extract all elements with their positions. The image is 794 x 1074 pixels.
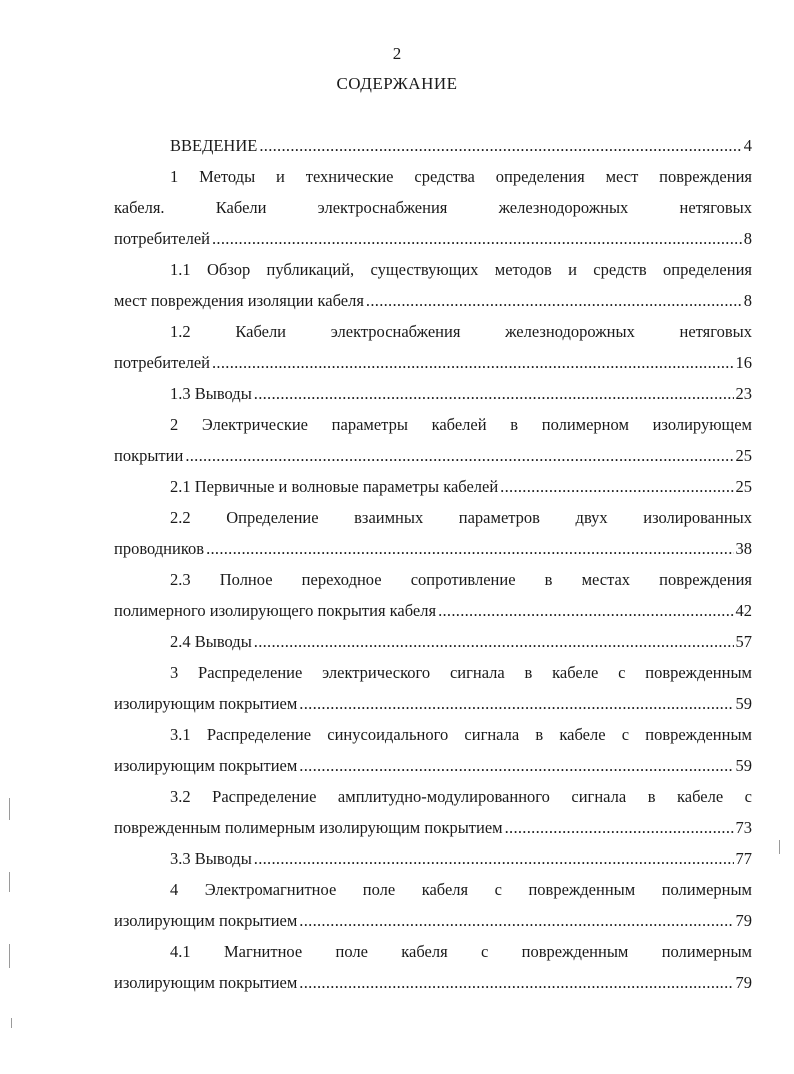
toc-entry-2-1[interactable] [114,471,752,502]
toc-entry-2-2-line-2[interactable] [114,533,752,564]
toc-entry-4-1-line-1[interactable]: 4.1 Магнитное поле кабеля с поврежденным полимерным [170,942,752,961]
toc-entry-title: поврежденным полимерным изолирующим покрытием [114,818,503,837]
toc-entry-2-3-line-1[interactable]: 2.3 Полное переходное сопротивление в местах повреждения [170,570,752,589]
toc-leader-dots [299,750,733,781]
toc-leader-dots [254,843,734,874]
toc-entry-title: изолирующим покрытием [114,694,298,713]
toc-entry-title: мест повреждения изоляции кабеля [114,291,364,310]
toc-entry-title: потребителей [114,229,210,248]
toc-entry-page: 25 [735,446,752,465]
toc-entry-1-1-line-2[interactable] [114,285,752,316]
toc-entry-introduction[interactable] [114,130,752,161]
table-of-contents [114,130,752,998]
toc-leader-dots [212,223,742,254]
toc-entry-4-1-line-2[interactable] [114,967,752,998]
toc-entry-1-3[interactable] [114,378,752,409]
toc-entry-3-1-line-2[interactable] [114,750,752,781]
toc-entry-title: потребителей [114,353,210,372]
toc-leader-dots [299,967,733,998]
toc-entry-title: изолирующим покрытием [114,911,298,930]
toc-entry-chapter-3-line-1[interactable]: 3 Распределение электрического сигнала в кабеле с поврежденным [170,663,752,682]
page-number: 2 [392,44,402,63]
toc-leader-dots [259,130,741,161]
toc-leader-dots [254,626,734,657]
toc-leader-dots [212,347,734,378]
toc-entry-page: 77 [735,849,752,868]
scan-artifact [779,840,780,854]
toc-entry-title: изолирующим покрытием [114,973,298,992]
toc-entry-title: полимерного изолирующего покрытия кабеля [114,601,437,620]
toc-entry-title: 1.3 Выводы [170,384,252,403]
toc-entry-1-1-line-1[interactable]: 1.1 Обзор публикаций, существующих методов и средств определения [170,260,752,279]
toc-entry-title: ВВЕДЕНИЕ [170,136,258,155]
toc-entry-chapter-2-line-1[interactable]: 2 Электрические параметры кабелей в полимерном изолирующем [170,415,752,434]
toc-entry-3-3[interactable] [114,843,752,874]
toc-leader-dots [185,440,733,471]
toc-entry-page: 59 [735,694,752,713]
toc-entry-page: 73 [735,818,752,837]
toc-leader-dots [505,812,734,843]
toc-entry-page: 59 [735,756,752,775]
toc-entry-3-1-line-1[interactable]: 3.1 Распределение синусоидального сигнала в кабеле с поврежденным [170,725,752,744]
toc-entry-page: 42 [735,601,752,620]
toc-entry-chapter-4-line-1[interactable]: 4 Электромагнитное поле кабеля с поврежденным полимерным [170,880,752,899]
toc-entry-page: 57 [735,632,752,651]
toc-entry-3-2-line-1[interactable]: 3.2 Распределение амплитудно-модулированного сигнала в кабеле с [170,787,752,806]
toc-entry-3-2-line-2[interactable] [114,812,752,843]
toc-leader-dots [366,285,742,316]
toc-entry-2-3-line-2[interactable] [114,595,752,626]
toc-leader-dots [299,905,733,936]
toc-entry-chapter-4-line-2[interactable] [114,905,752,936]
toc-entry-2-4[interactable] [114,626,752,657]
toc-entry-chapter-2-line-2[interactable] [114,440,752,471]
scan-artifact [9,872,10,892]
toc-leader-dots [438,595,733,626]
toc-entry-title: 3.3 Выводы [170,849,252,868]
page-title: СОДЕРЖАНИЕ [336,74,458,93]
scan-artifact [11,1018,12,1028]
toc-entry-title: изолирующим покрытием [114,756,298,775]
toc-entry-page: 8 [743,229,752,248]
toc-entry-page: 8 [743,291,752,310]
toc-leader-dots [299,688,733,719]
toc-entry-1-2-line-2[interactable] [114,347,752,378]
toc-leader-dots [500,471,733,502]
toc-entry-title: 2.1 Первичные и волновые параметры кабелей [170,477,499,496]
toc-entry-page: 38 [735,539,752,558]
toc-entry-chapter-1-line-2[interactable]: кабеля. Кабели электроснабжения железнодорожных нетяговых [114,198,752,217]
toc-entry-chapter-1-line-1[interactable]: 1 Методы и технические средства определения мест повреждения [170,167,752,186]
toc-entry-page: 16 [735,353,752,372]
toc-entry-chapter-1-line-3[interactable] [114,223,752,254]
toc-leader-dots [206,533,733,564]
toc-entry-page: 23 [735,384,752,403]
toc-entry-page: 79 [735,973,752,992]
toc-entry-2-2-line-1[interactable]: 2.2 Определение взаимных параметров двух изолированных [170,508,752,527]
toc-leader-dots [254,378,734,409]
scan-artifact [9,798,10,820]
toc-entry-page: 4 [743,136,752,155]
toc-entry-chapter-3-line-2[interactable] [114,688,752,719]
toc-entry-title: проводников [114,539,205,558]
scan-artifact [9,944,10,968]
toc-entry-title: 2.4 Выводы [170,632,252,651]
toc-entry-title: покрытии [114,446,184,465]
toc-entry-page: 79 [735,911,752,930]
toc-entry-1-2-line-1[interactable]: 1.2 Кабели электроснабжения железнодорожных нетяговых [170,322,752,341]
toc-entry-page: 25 [735,477,752,496]
